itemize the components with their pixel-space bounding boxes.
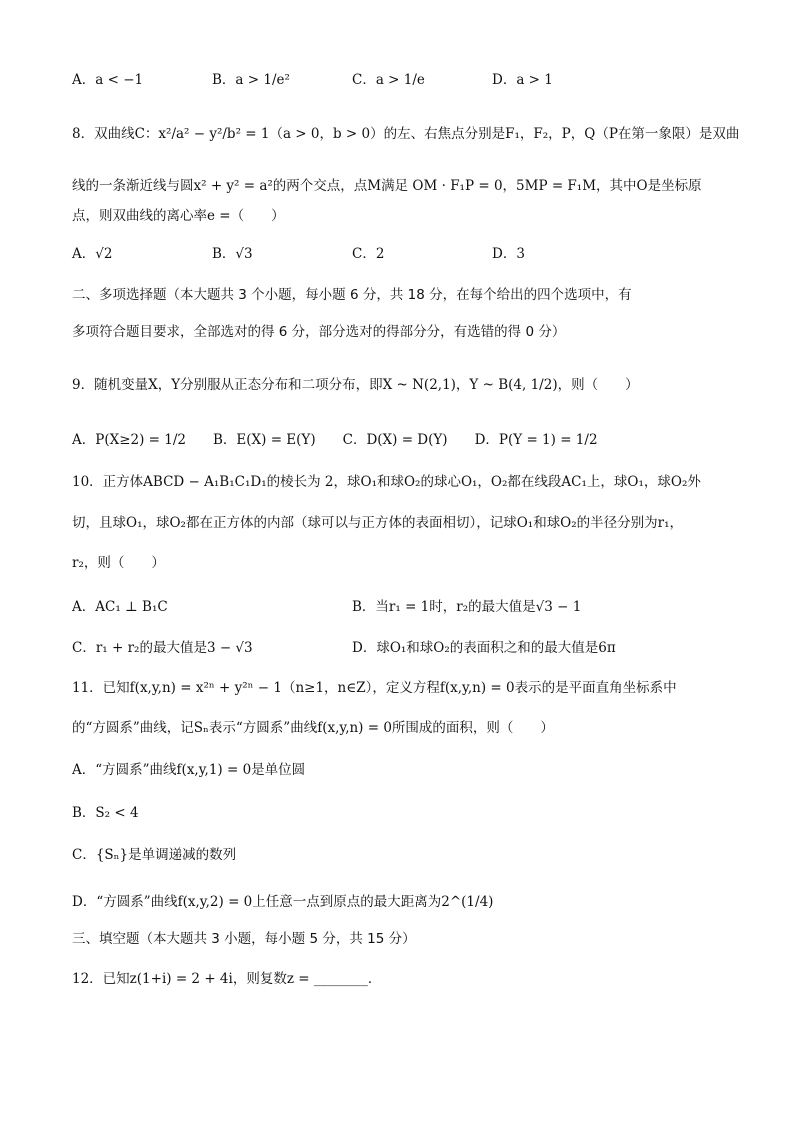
section2-heading-line1: 二、多项选择题（本大题共 3 个小题，每小题 6 分，共 18 分，在每个给出的四个选项中，有 <box>72 287 632 303</box>
q7-option-b: B．a > 1/e² <box>212 72 290 88</box>
q10-option-c: C．r₁ + r₂的最大值是3 − √3 <box>72 640 253 656</box>
q8-option-b: B．√3 <box>212 246 253 262</box>
q10-stem-line2: 切，且球O₁，球O₂都在正方体的内部（球可以与正方体的表面相切），记球O₁和球O₂的半径分别为r₁， <box>72 515 684 531</box>
q11-option-d: D．“方圆系”曲线f(x,y,2) = 0上任意一点到原点的最大距离为2^(1/4) <box>72 894 494 910</box>
q8-stem-line1: 8．双曲线C：x²/a² − y²/b² = 1（a > 0，b > 0）的左、右焦点分别是F₁，F₂，P，Q（P在第一象限）是双曲 <box>72 126 740 142</box>
q10-stem-line3: r₂，则（ ） <box>72 555 165 571</box>
q8-stem-line3: 点，则双曲线的离心率e =（ ） <box>72 208 285 224</box>
q11-option-c: C．{Sₙ}是单调递减的数列 <box>72 847 237 863</box>
q8-stem-line2: 线的一条渐近线与圆x² + y² = a²的两个交点，点M满足 OM · F₁P = 0，5MP = F₁M，其中O是坐标原 <box>72 178 702 194</box>
q7-option-d: D．a > 1 <box>492 72 553 88</box>
q11-option-a: A．“方圆系”曲线f(x,y,1) = 0是单位圆 <box>72 762 306 778</box>
q8-option-d: D．3 <box>492 246 525 262</box>
section3-heading: 三、填空题（本大题共 3 小题，每小题 5 分，共 15 分） <box>72 931 416 947</box>
q12-stem: 12．已知z(1+i) = 2 + 4i，则复数z = ________． <box>72 971 382 987</box>
section2-heading-line2: 多项符合题目要求，全部选对的得 6 分，部分选对的得部分分，有选错的得 0 分） <box>72 324 566 340</box>
q11-stem-line2: 的“方圆系”曲线，记Sₙ表示“方圆系”曲线f(x,y,n) = 0所围成的面积，则（ ） <box>72 720 554 736</box>
q9-stem: 9．随机变量X，Y分别服从正态分布和二项分布，即X ~ N(2,1)，Y ~ B(4, 1/2)，则（ ） <box>72 377 639 393</box>
q9-options: A．P(X≥2) = 1/2 B．E(X) = E(Y) C．D(X) = D(Y) D．P(Y = 1) = 1/2 <box>72 432 598 448</box>
q8-option-c: C．2 <box>352 246 385 262</box>
q7-option-a: A．a < −1 <box>72 72 144 88</box>
q10-stem-line1: 10．正方体ABCD − A₁B₁C₁D₁的棱长为 2，球O₁和球O₂的球心O₁，O₂都在线段AC₁上，球O₁，球O₂外 <box>72 474 701 490</box>
q11-option-b: B．S₂ < 4 <box>72 805 139 821</box>
q8-option-a: A．√2 <box>72 246 113 262</box>
q10-option-b: B．当r₁ = 1时，r₂的最大值是√3 − 1 <box>352 599 582 615</box>
q10-option-a: A．AC₁ ⊥ B₁C <box>72 599 168 615</box>
q10-option-d: D．球O₁和球O₂的表面积之和的最大值是6π <box>352 640 616 656</box>
q7-option-c: C．a > 1/e <box>352 72 425 88</box>
q11-stem-line1: 11．已知f(x,y,n) = x²ⁿ + y²ⁿ − 1（n≥1，n∈Z），定义方程f(x,y,n) = 0表示的是平面直角坐标系中 <box>72 680 677 696</box>
